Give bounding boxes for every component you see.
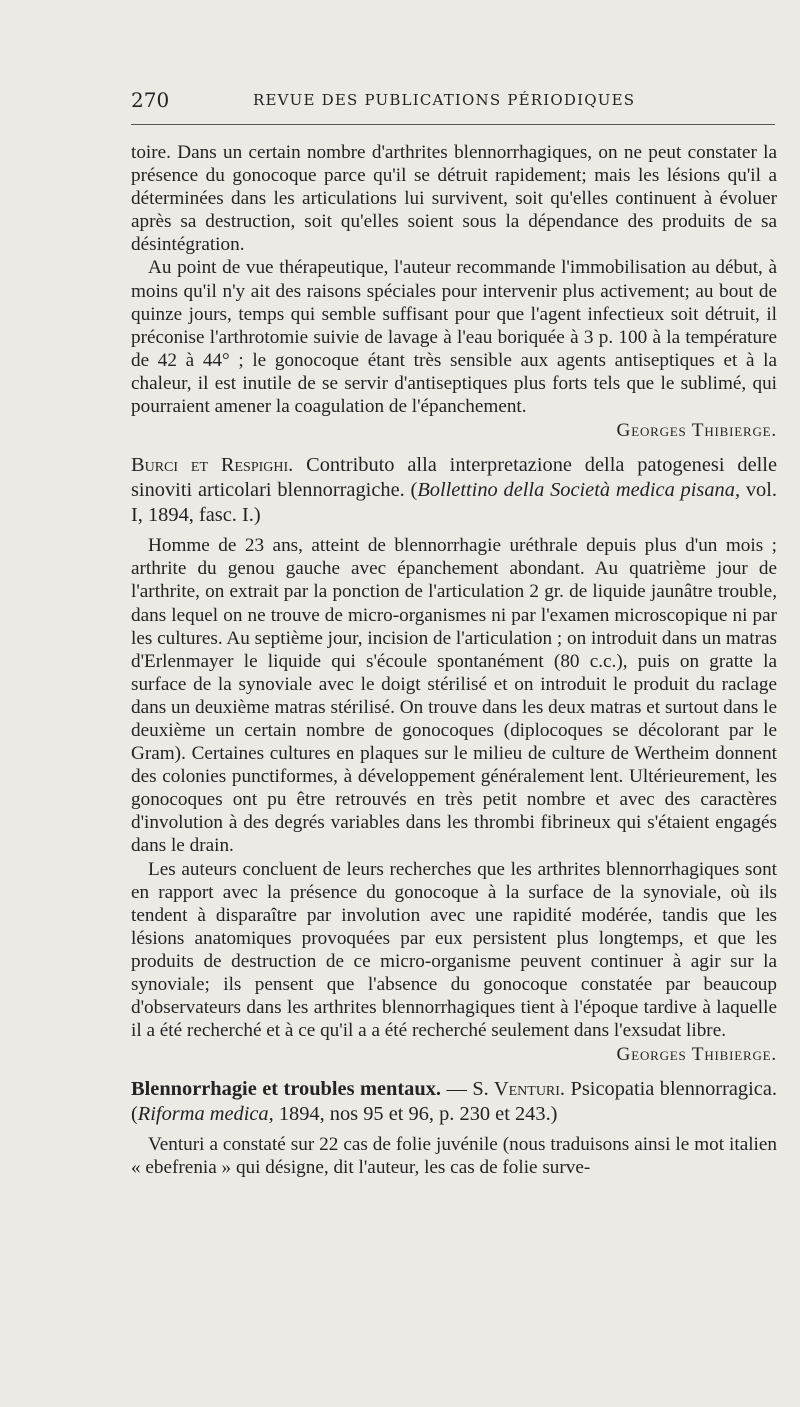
heading-dash: — [441, 1078, 473, 1101]
page-number: 270 [131, 88, 170, 112]
review-journal: Riforma medica, [137, 1103, 274, 1126]
review-citation: 1894, nos 95 et 96, p. 230 et 243.) [273, 1103, 558, 1126]
review-title: Psicopatia blennorragica. ( [131, 1078, 777, 1126]
article-paragraph: toire. Dans un certain nombre d'arthrites blennorrhagiques, on ne peut constater la présence du gonocoque parce qu'il se détruit rapidement; mais les lésions qu'il a déterminées dans les articulations lui survivent, soit qu'elles continuent à évoluer après sa destruction, soit qu'elles soient sous la dépendance des produits de sa désintégration. [131, 142, 777, 256]
article-paragraph: Homme de 23 ans, atteint de blennorrhagie uréthrale depuis plus d'un mois ; arthrite du genou gauche avec épanchement abondant. Au quatrième jour de l'arthrite, on extrait par la ponction de l'articulation 2 gr. de liquide jaunâtre trouble, dans lequel on ne trouve de micro-organismes ni par l'examen microscopique ni par les cultures. Au septième jour, incision de l'articulation ; on introduit dans un matras d'Erlenmayer le liquide qui s'écoule spontanément (80 c.c.), puis on gratte la surface de la synoviale avec le doigt stérilisé et on introduit le produit du raclage dans un deuxième matras stérilisé. On trouve dans les deux matras et surtout dans le deuxième un certain nombre de gonocoques (diplocoques se décolorant par le Gram). Certaines cultures en plaques sur le milieu de culture de Wertheim donnent des colonies punctiformes, à développement généralement lent. Ultérieurement, les gonocoques ont pu être retrouvés en très petit nombre et avec des caractères d'involution à des degrés variables dans les thrombi fibrineux qui s'étaient engagés dans le drain. [131, 535, 777, 857]
review-title: Contributo alla interpretazione della patogenesi delle sinoviti articolari blennorragiche. ( [131, 454, 777, 502]
running-title: REVUE DES PUBLICATIONS PÉRIODIQUES [253, 91, 636, 109]
review-citation: vol. I, 1894, fasc. I.) [131, 479, 777, 527]
review-heading [131, 1077, 777, 1127]
article-paragraph: Les auteurs concluent de leurs recherches que les arthrites blennorrhagiques sont en rapport avec la présence du gonocoque à la surface de la synoviale, où ils tendent à disparaître par involution avec une rapidité modérée, tandis que les lésions anatomiques provoquées par eux persistent plus longtemps, et que les produits de destruction de ce micro-organisme peuvent continuer à agir sur la synoviale; ils pensent que l'absence du gonocoque constatée par beaucoup d'observateurs dans les arthrites blennorrhagiques tient à l'époque tardive à laquelle il a été recherché et à ce qu'il a a été recherché seulement dans l'exsudat libre. [131, 858, 777, 1042]
article-paragraph: Venturi a constaté sur 22 cas de folie juvénile (nous traduisons ainsi le mot italien « ebefrenia » qui désigne, dit l'auteur, les cas de folie surve- [131, 1134, 777, 1179]
page-header [131, 88, 771, 114]
author-signature: Georges Thibierge. [616, 420, 777, 442]
author-signature: Georges Thibierge. [616, 1044, 777, 1066]
page-body [131, 141, 777, 1180]
review-heading [131, 453, 777, 528]
review-authors: Burci et Respighi. [131, 454, 294, 477]
header-divider [131, 124, 775, 125]
article-paragraph: Au point de vue thérapeutique, l'auteur recommande l'immobilisation au début, à moins qu'il n'y ait des raisons spéciales pour intervenir plus activement; au bout de quinze jours, temps qui semble suffisant pour que l'agent infectieux soit détruit, il préconise l'arthrotomie suivie de lavage à l'eau boriquée à 3 p. 100 à la température de 42 à 44° ; le gonocoque étant très sensible aux agents antiseptiques et à la chaleur, il est inutile de se servir d'antiseptiques plus forts tels que le sublimé, qui pourraient amener la coagulation de l'épanchement. [131, 257, 777, 418]
review-journal: Bollettino della Società medica pisana, [417, 479, 741, 502]
review-authors: S. Venturi. [472, 1078, 566, 1101]
review-headline: Blennorrhagie et troubles mentaux. [131, 1078, 441, 1101]
